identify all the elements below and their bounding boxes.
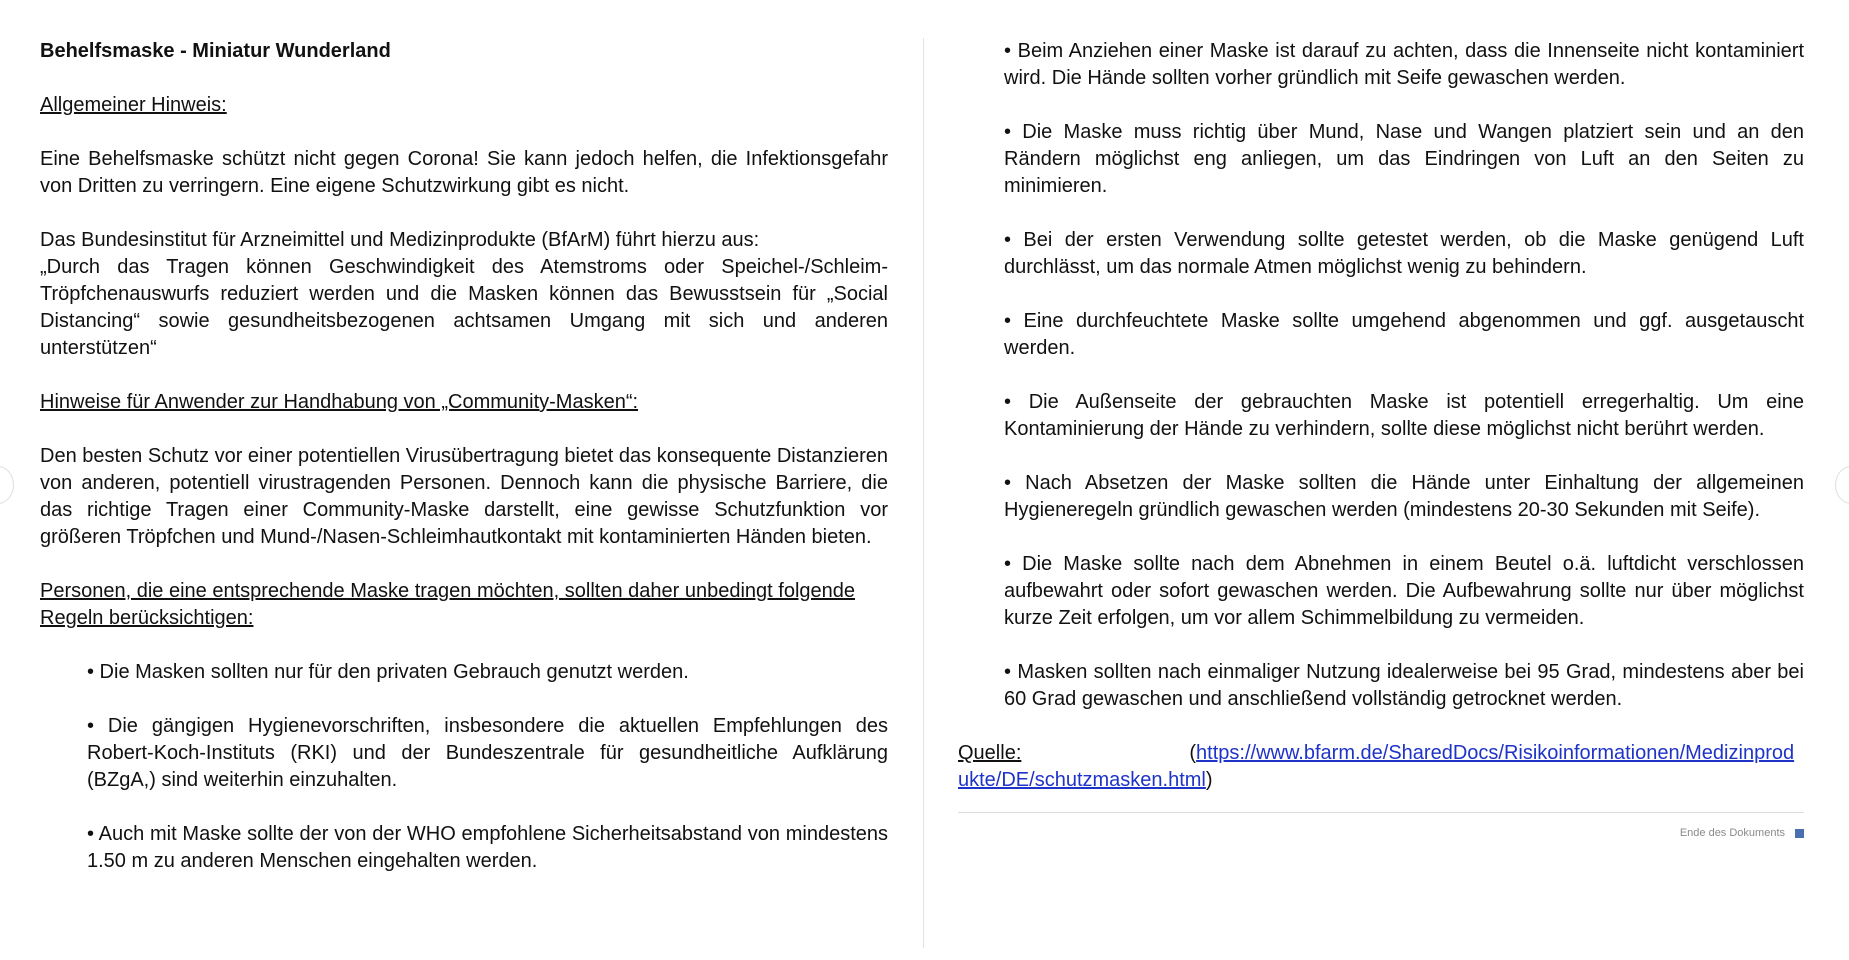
paragraph-protection: Den besten Schutz vor einer potentiellen Virusübertragung bietet das konsequente Distanzieren von anderen, potentiell virustragenden Personen. Dennoch kann die physische Barriere, die das richtige Tragen einer Community-Maske darstellt, eine gewisse Schutzfunktion vor größeren Tröpfchen und Mund-/Nasen-Schleimhautkontakt mit kontaminierten Händen bieten. [40,445,888,548]
heading-rules: Personen, die eine entsprechende Maske tragen möchten, sollten daher unbedingt folgende Regeln berücksichtigen: [40,580,856,629]
list-item: • Nach Absetzen der Maske sollten die Hände unter Einhaltung der allgemeinen Hygieneregeln gründlich gewaschen werden (mindestens 20-30 Sekunden mit Seife). [1004,472,1804,521]
column-divider [923,38,924,948]
list-item: • Eine durchfeuchtete Maske sollte umgehend abgenommen und ggf. ausgetauscht werden. [1004,310,1804,359]
previous-page-arrow-icon[interactable] [0,466,14,504]
list-item: • Die Maske muss richtig über Mund, Nase und Wangen platziert sein und an den Rändern möglichst eng anliegen, um das Eindringen von Luft an den Seiten zu minimieren. [1004,121,1804,197]
source-reference [958,740,1804,794]
paragraph-bfarm-lead: Das Bundesinstitut für Arzneimittel und Medizinprodukte (BfArM) führt hierzu aus: [40,229,760,251]
list-item: • Die gängigen Hygienevorschriften, insbesondere die aktuellen Empfehlungen des Robert-Koch-Instituts (RKI) und der Bundeszentrale für gesundheitliche Aufklärung (BZgA,) sind weiterhin einzuhalten. [87,715,888,791]
list-item: • Die Außenseite der gebrauchten Maske ist potentiell erregerhaltig. Um eine Kontaminierung der Hände zu verhindern, sollte diese möglichst nicht berührt werden. [1004,391,1804,440]
end-label: Ende des Dokuments [1679,827,1785,839]
paragraph-bfarm [40,227,888,362]
next-page-arrow-icon[interactable] [1835,466,1849,504]
end-rule [958,812,1804,813]
list-item: • Bei der ersten Verwendung sollte getestet werden, ob die Maske genügend Luft durchlässt, um das normale Atmen möglichst wenig zu behindern. [1004,229,1804,278]
source-close-paren: ) [1205,769,1213,791]
document-title: Behelfsmaske - Miniatur Wunderland [40,40,391,62]
right-column [958,38,1804,821]
end-of-document [1680,827,1804,839]
paragraph-intro: Eine Behelfsmaske schützt nicht gegen Corona! Sie kann jedoch helfen, die Infektionsgefahr von Dritten zu verringern. Eine eigene Schutzwirkung gibt es nicht. [40,148,888,197]
left-column [40,38,888,902]
source-link[interactable]: https://www.bfarm.de/SharedDocs/Risikoinformationen/Medizinprodukte/DE/schutzmasken.html [958,742,1795,791]
list-item: • Die Maske sollte nach dem Abnehmen in einem Beutel o.ä. luftdicht verschlossen aufbewahrt oder sofort gewaschen werden. Die Aufbewahrung sollte nur über möglichst kurze Zeit erfolgen, um vor allem Schimmelbildung zu vermeiden. [1004,553,1804,629]
list-item: • Beim Anziehen einer Maske ist darauf zu achten, dass die Innenseite nicht kontaminiert wird. Die Hände sollten vorher gründlich mit Seife gewaschen werden. [1004,40,1804,89]
list-item: • Masken sollten nach einmaliger Nutzung idealerweise bei 95 Grad, mindestens aber bei 60 Grad gewaschen und anschließend vollständig getrocknet werden. [1004,661,1804,710]
heading-community-masks: Hinweise für Anwender zur Handhabung von „Community-Masken“: [40,391,639,413]
heading-general-note: Allgemeiner Hinweis: [40,94,227,116]
source-label: Quelle: [958,742,1022,764]
source-open-paren: ( [1189,742,1197,764]
list-item: • Auch mit Maske sollte der von der WHO empfohlene Sicherheitsabstand von mindestens 1.50 m zu anderen Menschen eingehalten werden. [87,823,888,872]
end-square-icon [1795,829,1804,838]
paragraph-bfarm-quote: „Durch das Tragen können Geschwindigkeit des Atemstroms oder Speichel-/Schleim-Tröpfchenauswurfs reduziert werden und die Masken können das Bewusstsein für „Social Distancing“ sowie gesundheitsbezogenen achtsamen Umgang mit sich und anderen unterstützen“ [40,256,888,359]
list-item: • Die Masken sollten nur für den privaten Gebrauch genutzt werden. [87,661,689,683]
